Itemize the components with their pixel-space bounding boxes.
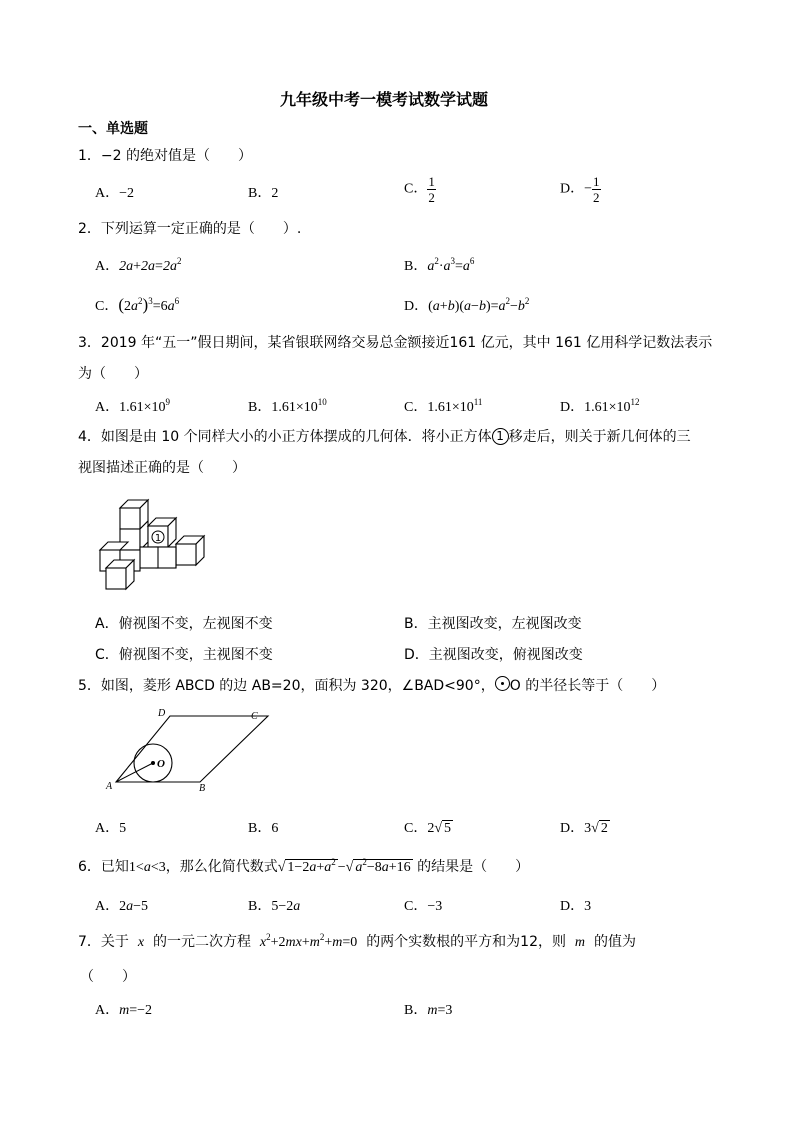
q1-stem: 1．−2 的绝对值是（ ） — [78, 148, 252, 164]
cube-label: 1 — [154, 533, 162, 544]
q6-option-a: A．2a−5 — [95, 899, 149, 914]
q4-option-d: D．主视图改变，俯视图改变 — [404, 647, 583, 663]
q1-option-b: B．2 — [248, 186, 279, 201]
section-heading: 一、单选题 — [78, 121, 148, 137]
svg-text:B: B — [199, 783, 206, 794]
svg-text:O: O — [157, 758, 165, 770]
cube-stack-figure — [94, 494, 218, 592]
q4-stem-line2: 视图描述正确的是（ ） — [78, 460, 246, 476]
q3-option-c: C．$1.61\times 10^{11}$ — [404, 397, 483, 415]
q2-option-b: B．$a^2\cdot a^3=a^6$ — [404, 256, 475, 274]
svg-text:A: A — [106, 781, 113, 792]
q5-option-c: C．2√ 5 — [404, 821, 452, 836]
q7-stem-line1: 7．关于 x 的一元二次方程 $x^2+2mx+m^2+m=0$ 的两个实数根的平方和为12，则 m 的值为 — [78, 932, 636, 950]
rhombus-figure — [100, 704, 280, 796]
q7-option-a: A．m=−2 — [95, 1003, 153, 1018]
q1-option-c: C． $\frac{1}{2}$ — [404, 174, 435, 205]
q4-option-c: C．俯视图不变，主视图不变 — [95, 647, 273, 663]
q1-option-a: A．−2 — [95, 186, 135, 201]
page-title: 九年级中考一模考试数学试题 — [280, 90, 489, 109]
q3-stem-line1: 3．2019 年“五一”假日期间，某省银联网络交易总金额接近161 亿元，其中 161 亿用科学记数法表示 — [78, 335, 713, 351]
q2-stem: 2．下列运算一定正确的是（ ）. — [78, 221, 302, 237]
q6-stem: 6．已知1<a<3，那么化简代数式√ $1-2a+a^2$ −√ $a^2-8a+16$ 的结果是（ ） — [78, 857, 530, 875]
q6-option-c: C．−3 — [404, 899, 443, 914]
svg-text:C: C — [251, 711, 258, 722]
q2-option-a: A．$2a+2a=2a^2$ — [95, 256, 182, 274]
q1-option-d: D．− $\frac{1}{2}$ — [560, 174, 600, 205]
q6-option-d: D．3 — [560, 899, 592, 914]
q5-option-b: B．6 — [248, 821, 279, 836]
circle-o-icon — [495, 676, 510, 691]
q3-option-d: D．$1.61\times 10^{12}$ — [560, 397, 640, 415]
q7-option-b: B．m=3 — [404, 1003, 453, 1018]
q2-option-c: C．$(2a^2)^3=6a^6$ — [95, 295, 180, 314]
q6-option-b: B．5−2a — [248, 899, 301, 914]
q3-stem-line2: 为（ ） — [78, 366, 148, 382]
q5-option-a: A．5 — [95, 821, 127, 836]
q3-option-a: A．$1.61\times 10^9$ — [95, 397, 171, 415]
q5-stem: 5．如图，菱形 ABCD 的边 AB=20，面积为 320，∠BAD<90°， O 的半径长等于（ ） — [78, 678, 666, 694]
q4-option-a: A．俯视图不变，左视图不变 — [95, 616, 273, 632]
q4-stem-line1: 4．如图是由 10 个同样大小的小正方体摆成的几何体．将小正方体 1 移走后，则关于新几何体的三 — [78, 429, 691, 445]
q3-option-b: B．$1.61\times 10^{10}$ — [248, 397, 327, 415]
q5-option-d: D．3√ 2 — [560, 821, 608, 836]
svg-text:D: D — [158, 708, 166, 719]
q4-option-b: B．主视图改变，左视图改变 — [404, 616, 582, 632]
q2-option-d: D．$(a+b)(a-b)=a^2-b^2$ — [404, 296, 530, 314]
q7-stem-line2: （ ） — [80, 969, 136, 985]
